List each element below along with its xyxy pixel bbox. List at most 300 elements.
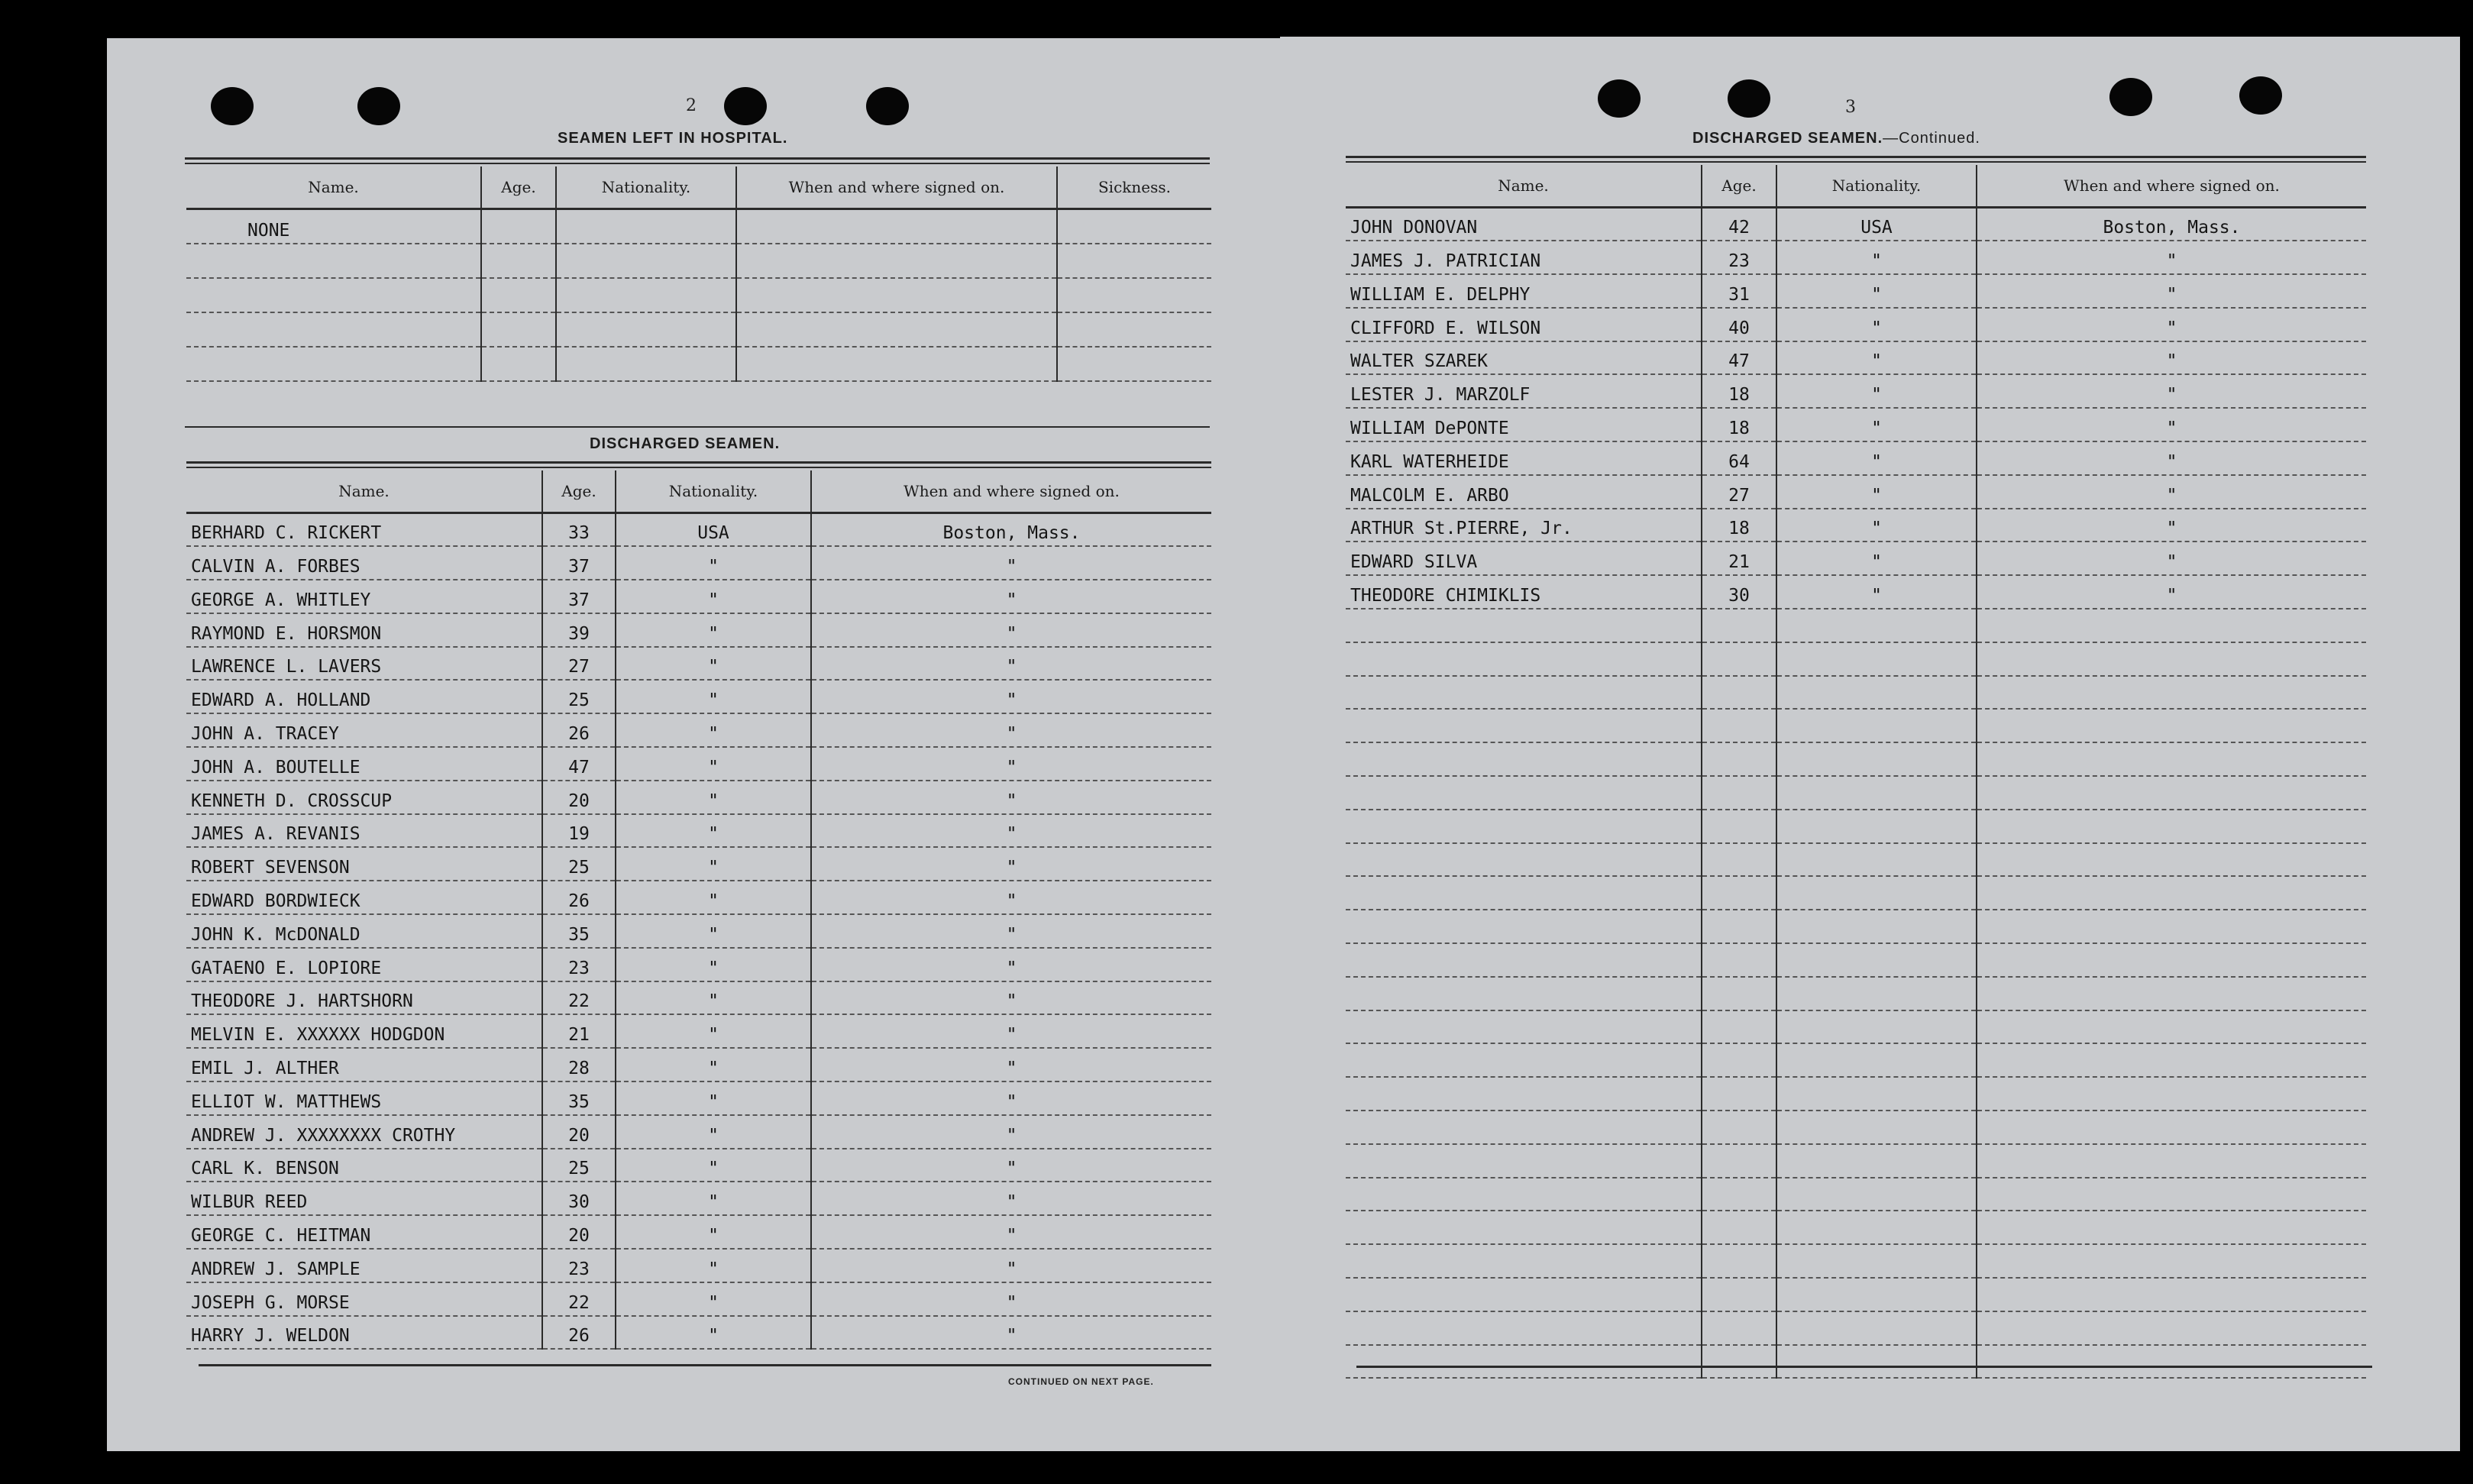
table-cell: " xyxy=(616,781,811,814)
table-cell: USA xyxy=(616,513,811,547)
age-cell xyxy=(1702,1244,1776,1278)
age-cell: 18 xyxy=(1702,509,1776,542)
name-cell: JOHN K. McDONALD xyxy=(186,914,542,948)
table-cell: Boston, Mass. xyxy=(1977,208,2366,241)
age-cell: 30 xyxy=(1702,575,1776,609)
divider xyxy=(185,157,1210,160)
table-cell: " xyxy=(811,847,1211,881)
name-cell: GEORGE C. HEITMAN xyxy=(186,1215,542,1249)
table-cell: " xyxy=(1977,542,2366,575)
table-row xyxy=(186,981,1211,1015)
age-cell xyxy=(1702,1111,1776,1144)
name-cell: EDWARD A. HOLLAND xyxy=(186,680,542,713)
table-row xyxy=(1346,1345,2366,1379)
age-cell: 23 xyxy=(542,948,616,981)
table-cell xyxy=(1776,1345,1977,1379)
name-cell: JOHN DONOVAN xyxy=(1346,208,1702,241)
table-cell: " xyxy=(616,1048,811,1081)
table-cell: " xyxy=(811,747,1211,781)
name-cell xyxy=(1346,776,1702,810)
age-cell: 25 xyxy=(542,680,616,713)
discharged-title: DISCHARGED SEAMEN. xyxy=(590,435,781,452)
table-row xyxy=(1346,274,2366,308)
table-cell: " xyxy=(616,647,811,681)
name-cell xyxy=(1346,977,1702,1010)
age-cell xyxy=(1702,676,1776,710)
table-row xyxy=(1346,241,2366,274)
age-cell: 42 xyxy=(1702,208,1776,241)
age-cell: 31 xyxy=(1702,274,1776,308)
age-cell: 23 xyxy=(1702,241,1776,274)
table-cell xyxy=(1057,209,1211,244)
table-cell: " xyxy=(616,613,811,647)
table-row xyxy=(186,1316,1211,1350)
table-cell xyxy=(1776,1043,1977,1077)
age-cell: 37 xyxy=(542,580,616,613)
table-row xyxy=(1346,341,2366,375)
age-cell xyxy=(481,278,556,312)
name-cell: WILLIAM E. DELPHY xyxy=(1346,274,1702,308)
age-cell xyxy=(1702,642,1776,676)
table-row xyxy=(1346,642,2366,676)
table-cell xyxy=(1977,1077,2366,1111)
table-cell: " xyxy=(1977,308,2366,341)
age-cell: 18 xyxy=(1702,408,1776,441)
column-header: Nationality. xyxy=(616,470,811,513)
table-cell: " xyxy=(811,1081,1211,1115)
table-row xyxy=(186,1215,1211,1249)
table-cell: " xyxy=(1776,542,1977,575)
table-row xyxy=(186,680,1211,713)
age-cell xyxy=(1702,1211,1776,1244)
table-cell xyxy=(1977,1111,2366,1144)
divider xyxy=(185,426,1210,428)
table-cell: " xyxy=(1776,241,1977,274)
age-cell xyxy=(481,244,556,278)
table-cell: " xyxy=(811,881,1211,914)
table-cell: " xyxy=(1977,241,2366,274)
table-cell xyxy=(1977,1043,2366,1077)
age-cell xyxy=(1702,843,1776,877)
table-cell: " xyxy=(1776,341,1977,375)
age-cell: 26 xyxy=(542,1316,616,1350)
age-cell xyxy=(1702,776,1776,810)
name-cell xyxy=(1346,1178,1702,1211)
table-cell: " xyxy=(811,1149,1211,1182)
table-cell: " xyxy=(616,580,811,613)
punch-hole xyxy=(1728,79,1770,118)
name-cell: RAYMOND E. HORSMON xyxy=(186,613,542,647)
table-row xyxy=(186,613,1211,647)
table-cell: " xyxy=(811,1115,1211,1149)
table-row xyxy=(1346,810,2366,843)
table-cell: " xyxy=(1977,408,2366,441)
table-row xyxy=(186,814,1211,848)
name-cell xyxy=(1346,810,1702,843)
table-cell: " xyxy=(811,680,1211,713)
table-cell xyxy=(736,312,1057,347)
age-cell: 35 xyxy=(542,1081,616,1115)
table-cell: " xyxy=(616,948,811,981)
column-header: Age. xyxy=(542,470,616,513)
table-cell: " xyxy=(616,847,811,881)
name-cell: JOHN A. BOUTELLE xyxy=(186,747,542,781)
name-cell xyxy=(1346,1043,1702,1077)
table-cell: " xyxy=(811,1215,1211,1249)
column-header: When and where signed on. xyxy=(736,167,1057,209)
table-cell: " xyxy=(1977,274,2366,308)
name-cell xyxy=(1346,876,1702,910)
table-cell: " xyxy=(811,981,1211,1015)
age-cell xyxy=(1702,1345,1776,1379)
name-cell: THEODORE CHIMIKLIS xyxy=(1346,575,1702,609)
table-row xyxy=(1346,1043,2366,1077)
table-cell xyxy=(1776,1178,1977,1211)
punch-hole xyxy=(724,87,767,125)
name-cell: ROBERT SEVENSON xyxy=(186,847,542,881)
table-cell xyxy=(1776,1144,1977,1178)
name-cell: WILBUR REED xyxy=(186,1182,542,1215)
table-cell: " xyxy=(1977,441,2366,475)
divider xyxy=(199,1364,1211,1366)
table-cell xyxy=(1977,1211,2366,1244)
table-cell: " xyxy=(811,613,1211,647)
table-cell: " xyxy=(616,1182,811,1215)
table-cell xyxy=(736,244,1057,278)
right-page xyxy=(1280,37,2460,1451)
age-cell xyxy=(1702,977,1776,1010)
table-row xyxy=(1346,509,2366,542)
table-row xyxy=(1346,742,2366,776)
name-cell xyxy=(1346,1010,1702,1044)
table-row xyxy=(186,580,1211,613)
table-cell: " xyxy=(616,1149,811,1182)
table-cell: " xyxy=(616,814,811,848)
table-cell: " xyxy=(811,948,1211,981)
table-cell: " xyxy=(1977,374,2366,408)
name-cell: WILLIAM DePONTE xyxy=(1346,408,1702,441)
table-cell: " xyxy=(811,781,1211,814)
name-cell: JAMES J. PATRICIAN xyxy=(1346,241,1702,274)
table-cell xyxy=(1977,943,2366,977)
name-cell xyxy=(1346,642,1702,676)
table-row xyxy=(186,1182,1211,1215)
table-cell: " xyxy=(811,1316,1211,1350)
table-cell xyxy=(1977,876,2366,910)
age-cell: 21 xyxy=(1702,542,1776,575)
table-row xyxy=(1346,943,2366,977)
column-header: Name. xyxy=(186,167,481,209)
table-cell xyxy=(1776,1077,1977,1111)
table-row xyxy=(1346,609,2366,642)
table-cell xyxy=(1776,709,1977,742)
name-cell: LESTER J. MARZOLF xyxy=(1346,374,1702,408)
table-row xyxy=(1346,843,2366,877)
age-cell: 47 xyxy=(1702,341,1776,375)
name-cell xyxy=(1346,1345,1702,1379)
table-cell xyxy=(1977,609,2366,642)
table-cell: " xyxy=(1776,374,1977,408)
age-cell: 18 xyxy=(1702,374,1776,408)
table-row xyxy=(1346,575,2366,609)
age-cell xyxy=(1702,1010,1776,1044)
name-cell: ANDREW J. SAMPLE xyxy=(186,1249,542,1282)
table-row xyxy=(186,347,1211,381)
name-cell xyxy=(1346,843,1702,877)
age-cell: 27 xyxy=(1702,475,1776,509)
page-number: 2 xyxy=(686,96,697,115)
table-cell xyxy=(1977,1144,2366,1178)
table-cell: " xyxy=(1977,575,2366,609)
table-cell xyxy=(736,209,1057,244)
age-cell: 40 xyxy=(1702,308,1776,341)
age-cell xyxy=(1702,1178,1776,1211)
punch-hole xyxy=(357,87,400,125)
table-cell xyxy=(1977,642,2366,676)
table-row xyxy=(1346,1311,2366,1345)
column-header: Age. xyxy=(481,167,556,209)
name-cell xyxy=(186,347,481,381)
table-row xyxy=(1346,475,2366,509)
name-cell xyxy=(1346,609,1702,642)
name-cell: LAWRENCE L. LAVERS xyxy=(186,647,542,681)
table-row xyxy=(1346,1278,2366,1311)
age-cell: 30 xyxy=(542,1182,616,1215)
name-cell: CALVIN A. FORBES xyxy=(186,546,542,580)
name-cell xyxy=(1346,709,1702,742)
punch-hole xyxy=(2109,78,2152,116)
table-cell xyxy=(1977,1178,2366,1211)
table-row xyxy=(186,948,1211,981)
age-cell xyxy=(1702,810,1776,843)
left-page xyxy=(107,38,1283,1451)
table-row xyxy=(1346,1077,2366,1111)
table-cell xyxy=(1977,1311,2366,1345)
table-cell: " xyxy=(1776,575,1977,609)
table-cell xyxy=(1977,977,2366,1010)
name-cell: CLIFFORD E. WILSON xyxy=(1346,308,1702,341)
table-row xyxy=(1346,1111,2366,1144)
name-cell xyxy=(186,244,481,278)
column-header: When and where signed on. xyxy=(1977,165,2366,208)
table-cell: " xyxy=(1977,475,2366,509)
age-cell: 35 xyxy=(542,914,616,948)
table-cell xyxy=(1776,742,1977,776)
age-cell: 22 xyxy=(542,981,616,1015)
table-cell xyxy=(1977,1244,2366,1278)
name-cell xyxy=(1346,910,1702,943)
table-row xyxy=(1346,441,2366,475)
table-cell xyxy=(1776,1010,1977,1044)
age-cell: 27 xyxy=(542,647,616,681)
table-row xyxy=(186,513,1211,547)
table-cell xyxy=(1057,347,1211,381)
table-row xyxy=(1346,676,2366,710)
punch-hole xyxy=(211,87,254,125)
table-cell: " xyxy=(616,1249,811,1282)
age-cell xyxy=(1702,1077,1776,1111)
age-cell: 20 xyxy=(542,1215,616,1249)
age-cell xyxy=(1702,609,1776,642)
column-header: When and where signed on. xyxy=(811,470,1211,513)
table-cell xyxy=(1776,977,1977,1010)
table-cell xyxy=(1057,312,1211,347)
table-cell: " xyxy=(811,647,1211,681)
table-row xyxy=(186,781,1211,814)
table-cell: " xyxy=(811,1249,1211,1282)
name-cell: EMIL J. ALTHER xyxy=(186,1048,542,1081)
name-cell: ELLIOT W. MATTHEWS xyxy=(186,1081,542,1115)
name-cell xyxy=(1346,676,1702,710)
age-cell xyxy=(1702,1311,1776,1345)
table-cell: " xyxy=(1776,509,1977,542)
table-row xyxy=(1346,208,2366,241)
table-cell xyxy=(1776,642,1977,676)
table-cell: " xyxy=(616,747,811,781)
page-number: 3 xyxy=(1845,98,1856,117)
name-cell: JAMES A. REVANIS xyxy=(186,814,542,848)
name-cell: KENNETH D. CROSSCUP xyxy=(186,781,542,814)
age-cell: 19 xyxy=(542,814,616,848)
age-cell: 26 xyxy=(542,881,616,914)
name-cell xyxy=(1346,1244,1702,1278)
table-cell xyxy=(1977,1345,2366,1379)
table-cell xyxy=(736,278,1057,312)
divider xyxy=(1356,1366,2372,1368)
column-header: Sickness. xyxy=(1057,167,1211,209)
table-row xyxy=(186,1149,1211,1182)
column-header: Nationality. xyxy=(556,167,736,209)
table-cell xyxy=(736,347,1057,381)
table-cell xyxy=(1776,943,1977,977)
table-cell: " xyxy=(1776,475,1977,509)
age-cell: 22 xyxy=(542,1282,616,1316)
name-cell: GATAENO E. LOPIORE xyxy=(186,948,542,981)
table-row xyxy=(186,546,1211,580)
table-row xyxy=(186,747,1211,781)
age-cell: 26 xyxy=(542,713,616,747)
name-cell xyxy=(186,278,481,312)
name-cell: GEORGE A. WHITLEY xyxy=(186,580,542,613)
table-cell: " xyxy=(616,1282,811,1316)
table-cell: " xyxy=(1776,308,1977,341)
divider xyxy=(1346,161,2366,163)
table-row xyxy=(1346,709,2366,742)
table-cell xyxy=(1776,776,1977,810)
name-cell: EDWARD SILVA xyxy=(1346,542,1702,575)
table-cell: " xyxy=(811,914,1211,948)
table-row xyxy=(1346,1244,2366,1278)
table-cell xyxy=(556,209,736,244)
discharged-continued-table xyxy=(1346,165,2366,1379)
age-cell xyxy=(481,347,556,381)
name-cell: WALTER SZAREK xyxy=(1346,341,1702,375)
table-cell xyxy=(556,347,736,381)
table-cell: " xyxy=(616,1316,811,1350)
hospital-table xyxy=(186,167,1211,382)
divider xyxy=(1346,156,2366,158)
table-cell xyxy=(556,278,736,312)
name-cell xyxy=(1346,1278,1702,1311)
age-cell: 64 xyxy=(1702,441,1776,475)
name-cell: HARRY J. WELDON xyxy=(186,1316,542,1350)
name-cell: CARL K. BENSON xyxy=(186,1149,542,1182)
continued-note: CONTINUED ON NEXT PAGE. xyxy=(1008,1376,1154,1387)
title-suffix: —Continued. xyxy=(1883,130,1980,147)
age-cell: 20 xyxy=(542,781,616,814)
age-cell: 47 xyxy=(542,747,616,781)
name-cell: ANDREW J. XXXXXXXX CROTHY xyxy=(186,1115,542,1149)
table-row xyxy=(186,847,1211,881)
table-row xyxy=(186,278,1211,312)
table-row xyxy=(1346,1144,2366,1178)
table-cell: " xyxy=(616,680,811,713)
table-cell xyxy=(1977,742,2366,776)
table-row xyxy=(186,1115,1211,1149)
table-row xyxy=(186,1048,1211,1081)
divider xyxy=(186,461,1211,464)
name-cell: THEODORE J. HARTSHORN xyxy=(186,981,542,1015)
table-cell xyxy=(1776,843,1977,877)
table-row xyxy=(186,1014,1211,1048)
age-cell xyxy=(481,312,556,347)
table-row xyxy=(186,1081,1211,1115)
name-cell xyxy=(1346,742,1702,776)
punch-hole xyxy=(1598,79,1641,118)
table-cell xyxy=(1977,843,2366,877)
age-cell xyxy=(1702,943,1776,977)
table-cell: " xyxy=(616,1115,811,1149)
column-header: Name. xyxy=(186,470,542,513)
age-cell xyxy=(1702,742,1776,776)
table-row xyxy=(186,881,1211,914)
table-row xyxy=(186,647,1211,681)
table-cell: " xyxy=(811,1014,1211,1048)
table-row xyxy=(186,312,1211,347)
table-row xyxy=(186,713,1211,747)
name-cell: JOSEPH G. MORSE xyxy=(186,1282,542,1316)
table-cell: " xyxy=(811,814,1211,848)
table-cell: " xyxy=(616,1215,811,1249)
age-cell xyxy=(1702,1043,1776,1077)
table-cell: " xyxy=(1776,408,1977,441)
name-cell xyxy=(186,312,481,347)
table-cell: " xyxy=(811,546,1211,580)
table-cell xyxy=(1977,1278,2366,1311)
table-cell: " xyxy=(811,580,1211,613)
table-cell: USA xyxy=(1776,208,1977,241)
table-row xyxy=(1346,910,2366,943)
table-row xyxy=(1346,542,2366,575)
name-cell xyxy=(1346,1111,1702,1144)
table-cell xyxy=(1057,244,1211,278)
table-cell: " xyxy=(616,914,811,948)
age-cell: 37 xyxy=(542,546,616,580)
table-cell: Boston, Mass. xyxy=(811,513,1211,547)
age-cell xyxy=(1702,910,1776,943)
age-cell: 33 xyxy=(542,513,616,547)
name-cell: MALCOLM E. ARBO xyxy=(1346,475,1702,509)
age-cell: 39 xyxy=(542,613,616,647)
name-cell xyxy=(1346,1144,1702,1178)
name-cell: BERHARD C. RICKERT xyxy=(186,513,542,547)
age-cell xyxy=(1702,876,1776,910)
table-row xyxy=(186,209,1211,244)
column-header: Nationality. xyxy=(1776,165,1977,208)
table-cell xyxy=(1057,278,1211,312)
age-cell: 25 xyxy=(542,847,616,881)
column-header: Name. xyxy=(1346,165,1702,208)
